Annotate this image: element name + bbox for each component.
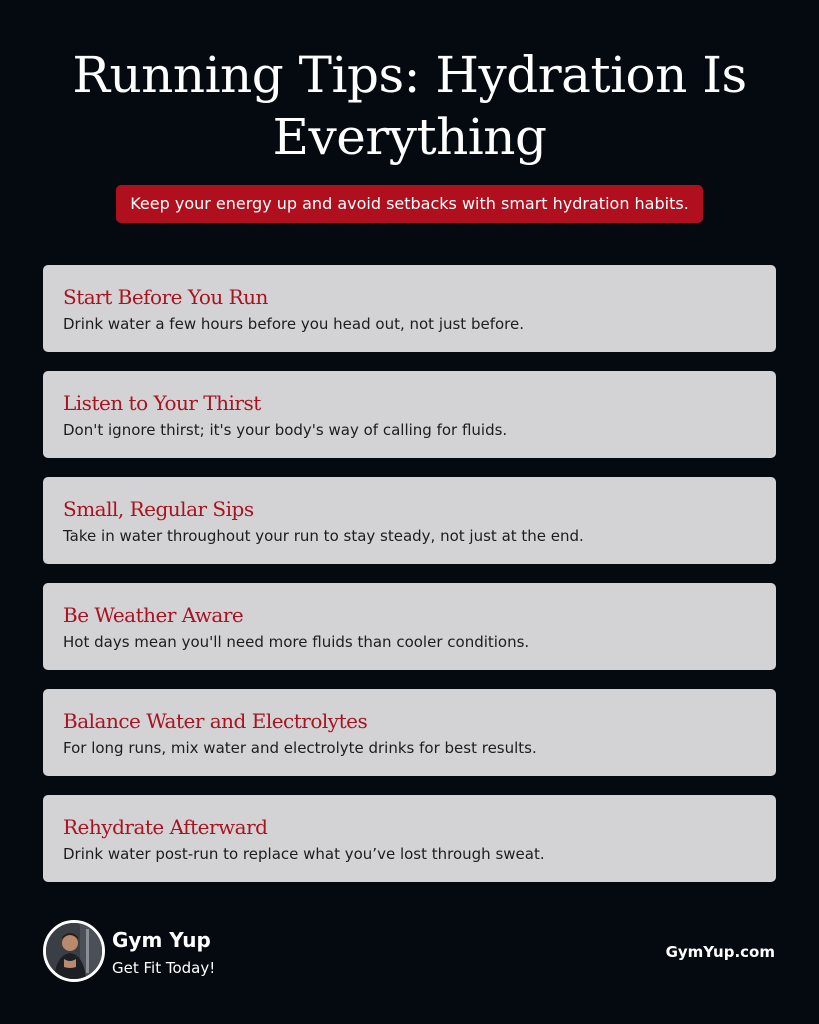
tip-card: [43, 371, 776, 458]
page-title-line-1: Running Tips: Hydration Is: [72, 46, 747, 104]
tip-title: Rehydrate Afterward: [63, 815, 268, 839]
tip-description: For long runs, mix water and electrolyte drinks for best results.: [63, 739, 537, 757]
tips-list: [43, 265, 776, 901]
website-link[interactable]: GymYup.com: [665, 943, 775, 961]
brand-name: Gym Yup: [112, 928, 211, 952]
avatar: [43, 920, 105, 982]
page-title-line-2: Everything: [272, 108, 547, 166]
tip-card: [43, 583, 776, 670]
tip-description: Take in water throughout your run to stay steady, not just at the end.: [63, 527, 584, 545]
tip-title: Balance Water and Electrolytes: [63, 709, 368, 733]
tip-title: Listen to Your Thirst: [63, 391, 261, 415]
brand-tagline: Get Fit Today!: [112, 959, 216, 977]
tip-title: Start Before You Run: [63, 285, 268, 309]
tip-title: Small, Regular Sips: [63, 497, 254, 521]
subtitle-text: Keep your energy up and avoid setbacks with smart hydration habits.: [116, 185, 703, 223]
tip-card: [43, 689, 776, 776]
person-photo-icon: [46, 923, 102, 979]
tip-description: Hot days mean you'll need more fluids than cooler conditions.: [63, 633, 530, 651]
tip-description: Drink water a few hours before you head out, not just before.: [63, 315, 525, 333]
tip-description: Drink water post-run to replace what you’ve lost through sweat.: [63, 845, 545, 863]
subtitle-banner: [0, 185, 819, 223]
tip-description: Don't ignore thirst; it's your body's way of calling for fluids.: [63, 421, 508, 439]
page-title: [0, 44, 819, 168]
tip-card: [43, 265, 776, 352]
tip-card: [43, 795, 776, 882]
tip-title: Be Weather Aware: [63, 603, 244, 627]
tip-card: [43, 477, 776, 564]
